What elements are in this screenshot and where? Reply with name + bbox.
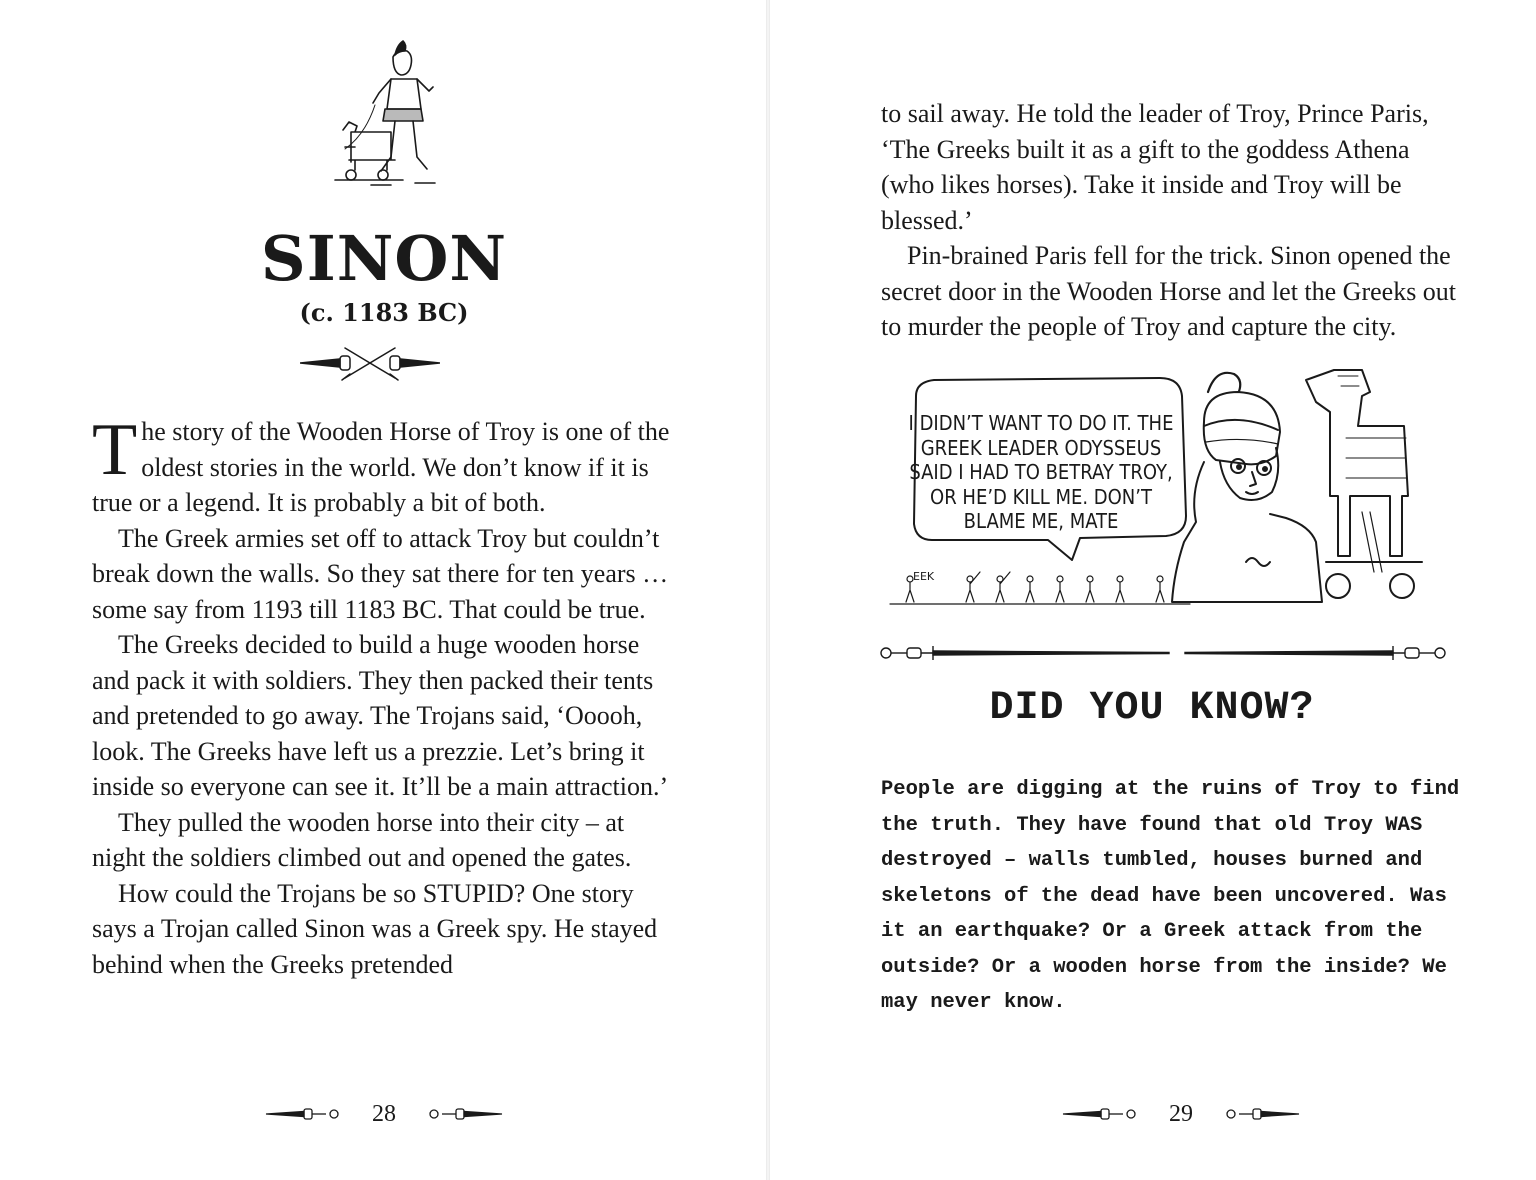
drop-cap: T [92,409,138,491]
paragraph: They pulled the wooden horse into their city – at night the soldiers climbed out and opened the gates. [92,807,632,872]
paragraph: The Greek armies set off to attack Troy but couldn’t break down the walls. So they sat there for ten years … some say from 1193 till 1183 BC. That could be true. [92,523,669,624]
soldier-with-toy-horse-illustration [315,35,445,210]
cartoon-small-text: EEK [913,570,935,583]
paragraph: How could the Trojans be so STUPID? One story says a Trojan called Sinon was a Greek spy. He stayed behind when the Greeks pretended [92,878,658,979]
paragraph: Pin-brained Paris fell for the trick. Sinon opened the secret door in the Wooden Horse and let the Greeks out to murder the people of Troy and capture the city. [881,241,1457,341]
right-body-text [881,96,1461,345]
sword-divider-right [1182,638,1450,668]
paragraph: to sail away. He told the leader of Troy, Prince Paris, ‘The Greeks built it as a gift to the goddess Athena (who likes horses). Take it inside and Troy will be blessed.’ [881,99,1429,235]
page-number: 28 [372,1101,396,1127]
page-footer [1061,1098,1301,1132]
page-footer [264,1098,504,1132]
page-number: 29 [1169,1101,1193,1127]
crossed-swords-divider [300,342,440,384]
paragraph: The Greeks decided to build a huge wooden horse and pack it with soldiers. They then packed their tents and pretended to go away. The Trojans said, ‘Ooooh, look. The Greeks have left us a prezzie. Let’s bring it inside so everyone can see it. It’ll be a main attraction.’ [92,630,669,801]
speech-bubble-text: I DIDN’T WANT TO DO IT. THE GREEK LEADER ODYSSEUS SAID I HAD TO BETRAY TROY, OR HE’D KILL ME. DON’T BLAME ME, MATE [908,411,1174,533]
did-you-know-heading: DID YOU KNOW? [989,686,1315,731]
paragraph [92,409,672,521]
sword-divider-left [876,638,1172,668]
date-subtitle: (c. 1183 BC) [299,298,469,327]
paragraph-text: he story of the Wooden Horse of Troy is one of the oldest stories in the world. We don’t know if it is true or a legend. It is probably a bit of both. [92,417,670,517]
dagger-right-icon [1219,1104,1301,1124]
page-title: SINON [260,222,508,295]
left-body-text [92,409,672,982]
dagger-right-icon [422,1104,504,1124]
right-page [768,0,1536,1180]
did-you-know-body: People are digging at the ruins of Troy to find the truth. They have found that old Troy WAS destroyed – walls tumbled, houses burned and skeletons of the dead have been uncovered. Was it an earthquake? Or a Greek attack from the outside? Or a wooden horse from the inside? We may never know. [881,778,1460,1014]
